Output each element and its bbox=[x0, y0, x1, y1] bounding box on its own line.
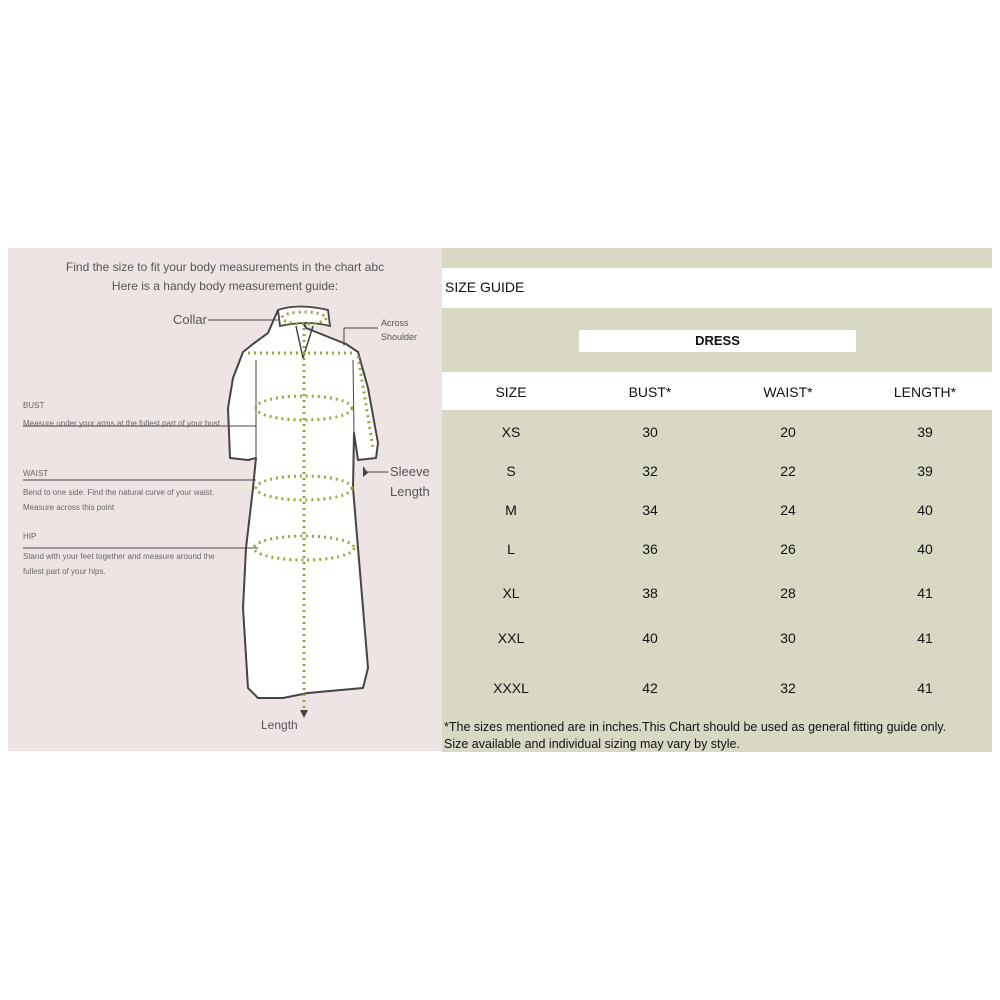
cell-bust: 34 bbox=[642, 502, 658, 518]
cell-bust: 38 bbox=[642, 585, 658, 601]
cell-waist: 32 bbox=[780, 680, 796, 696]
length-label: Length bbox=[261, 718, 298, 732]
cell-size: S bbox=[506, 463, 516, 479]
cell-length: 39 bbox=[917, 424, 933, 440]
cell-size: L bbox=[507, 541, 515, 557]
cell-waist: 26 bbox=[780, 541, 796, 557]
measurement-guide bbox=[8, 248, 442, 751]
guide-heading-line1: Find the size to fit your body measurements in the chart abc bbox=[65, 260, 385, 274]
waist-description-1: Bend to one side. Find the natural curve of your waist. bbox=[23, 488, 215, 497]
size-chart bbox=[442, 248, 992, 752]
cell-length: 41 bbox=[917, 680, 933, 696]
bust-title: BUST bbox=[23, 401, 45, 410]
cell-waist: 22 bbox=[780, 463, 796, 479]
cell-bust: 40 bbox=[642, 630, 658, 646]
sleeve-length-label-2: Length bbox=[390, 484, 430, 499]
col-header-waist: WAIST* bbox=[763, 384, 813, 400]
size-guide-title: SIZE GUIDE bbox=[445, 279, 525, 295]
cell-size: XXXL bbox=[493, 680, 529, 696]
bust-description: Measure under your arms at the fullest part of your bust bbox=[23, 419, 220, 428]
collar-label: Collar bbox=[173, 312, 207, 327]
cell-waist: 20 bbox=[780, 424, 796, 440]
cell-size: M bbox=[505, 502, 517, 518]
col-header-bust: BUST* bbox=[628, 384, 672, 400]
category-label: DRESS bbox=[579, 330, 856, 352]
footnote-line2: Size available and individual sizing may vary by style. bbox=[444, 737, 740, 751]
across-shoulder-label-1: Across bbox=[381, 318, 409, 328]
cell-length: 39 bbox=[917, 463, 933, 479]
cell-length: 40 bbox=[917, 541, 933, 557]
cell-length: 41 bbox=[917, 630, 933, 646]
cell-size: XS bbox=[501, 424, 521, 440]
waist-description-2: Measure across this point bbox=[23, 503, 115, 512]
footnote-line1: *The sizes mentioned are in inches.This Chart should be used as general fitting guide only. bbox=[444, 720, 947, 734]
cell-length: 41 bbox=[917, 585, 933, 601]
hip-description-2: fullest part of your hips. bbox=[23, 567, 106, 576]
across-shoulder-label-2: Shoulder bbox=[381, 332, 418, 342]
cell-waist: 30 bbox=[780, 630, 796, 646]
hip-title: HIP bbox=[23, 532, 37, 541]
guide-heading-line2: Here is a handy body measurement guide: bbox=[111, 279, 339, 293]
cell-bust: 30 bbox=[642, 424, 658, 440]
waist-title: WAIST bbox=[23, 469, 49, 478]
col-header-length: LENGTH* bbox=[893, 384, 957, 400]
cell-bust: 32 bbox=[642, 463, 658, 479]
cell-size: XXL bbox=[497, 630, 525, 646]
cell-bust: 42 bbox=[642, 680, 658, 696]
cell-bust: 36 bbox=[642, 541, 658, 557]
sleeve-length-label-1: Sleeve bbox=[390, 464, 430, 479]
col-header-size: SIZE bbox=[495, 384, 527, 400]
size-guide-title-band bbox=[442, 268, 992, 308]
table-header-row bbox=[442, 372, 992, 410]
cell-length: 40 bbox=[917, 502, 933, 518]
cell-size: XL bbox=[502, 585, 520, 601]
hip-description-1: Stand with your feet together and measure around the bbox=[23, 552, 215, 561]
cell-waist: 28 bbox=[780, 585, 796, 601]
cell-waist: 24 bbox=[780, 502, 796, 518]
